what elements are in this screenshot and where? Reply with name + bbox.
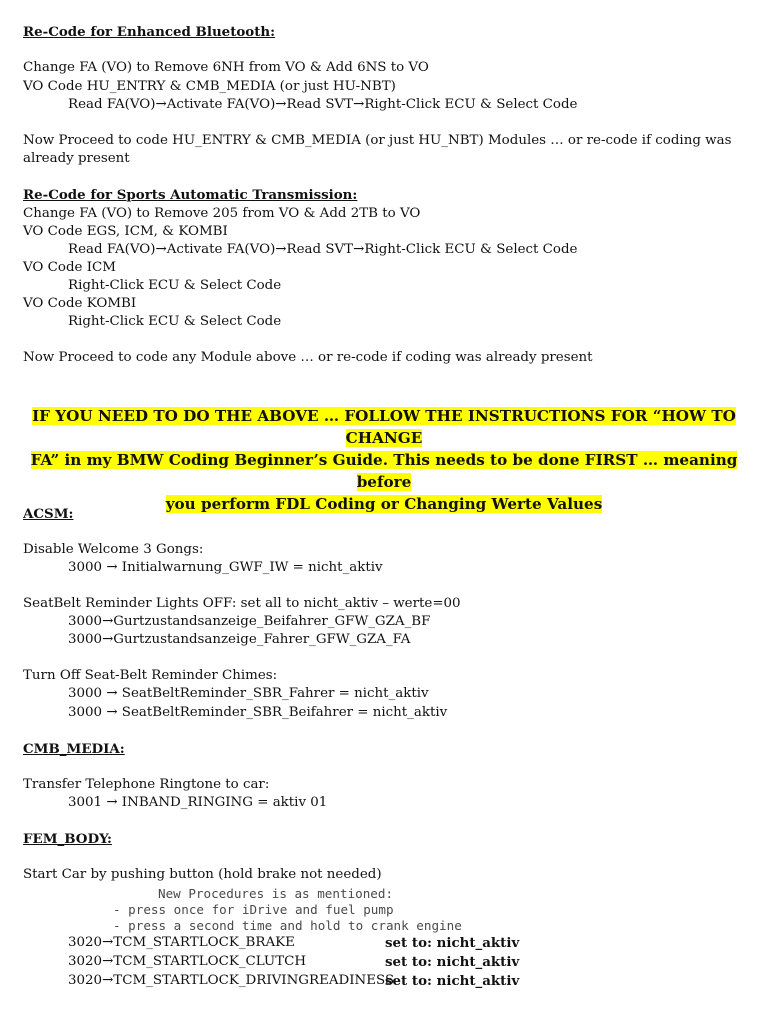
notice-line-1: IF YOU NEED TO DO THE ABOVE … FOLLOW THE INSTRUCTIONS FOR “HOW TO CHANGE	[32, 407, 736, 447]
transmission-heading: Re-Code for Sports Automatic Transmission:	[23, 187, 358, 203]
acsm-lights-title: SeatBelt Reminder Lights OFF: set all to nicht_aktiv – werte=00	[23, 596, 461, 611]
transmission-line-6: VO Code KOMBI	[23, 296, 137, 311]
fem-body-heading: FEM_BODY:	[23, 831, 112, 847]
bluetooth-heading: Re-Code for Enhanced Bluetooth:	[23, 24, 276, 40]
acsm-lights-code-1: 3000→Gurtzustandsanzeige_Beifahrer_GFW_GZA_BF	[68, 614, 431, 629]
acsm-chimes-title: Turn Off Seat-Belt Reminder Chimes:	[23, 668, 278, 683]
transmission-line-3: Read FA(VO)→Activate FA(VO)→Read SVT→Right-Click ECU & Select Code	[68, 242, 578, 257]
transmission-line-4: VO Code ICM	[23, 260, 116, 275]
bluetooth-line-1: Change FA (VO) to Remove 6NH from VO & Add 6NS to VO	[23, 60, 429, 75]
acsm-chimes-code-1: 3000 → SeatBeltReminder_SBR_Fahrer = nicht_aktiv	[68, 686, 429, 701]
fem-start-title: Start Car by pushing button (hold brake not needed)	[23, 867, 382, 882]
fem-note-line-2: - press once for iDrive and fuel pump	[113, 902, 394, 917]
transmission-line-5: Right-Click ECU & Select Code	[68, 278, 282, 293]
transmission-line-1: Change FA (VO) to Remove 205 from VO & Add 2TB to VO	[23, 206, 421, 221]
notice-line-2: FA” in my BMW Coding Beginner’s Guide. This needs to be done FIRST … meaning before	[30, 451, 738, 491]
fem-note-line-1: New Procedures is as mentioned:	[158, 886, 394, 901]
fem-code-row-3: 3020→TCM_STARTLOCK_DRIVINGREADINESS	[68, 973, 395, 988]
cmb-media-heading: CMB_MEDIA:	[23, 741, 125, 757]
transmission-line-2: VO Code EGS, ICM, & KOMBI	[23, 224, 228, 239]
acsm-gongs-code: 3000 → Initialwarnung_GWF_IW = nicht_aktiv	[68, 560, 383, 575]
fem-code-row-1-value: set to: nicht_aktiv	[385, 935, 520, 951]
acsm-heading: ACSM:	[23, 506, 74, 522]
cmb-ringtone-title: Transfer Telephone Ringtone to car:	[23, 777, 270, 792]
highlighted-notice	[20, 405, 748, 515]
acsm-chimes-code-2: 3000 → SeatBeltReminder_SBR_Beifahrer = nicht_aktiv	[68, 705, 448, 720]
transmission-line-7: Right-Click ECU & Select Code	[68, 314, 282, 329]
fem-code-row-3-value: set to: nicht_aktiv	[385, 973, 520, 989]
transmission-line-8: Now Proceed to code any Module above … or re-code if coding was already present	[23, 350, 593, 365]
bluetooth-line-4: Now Proceed to code HU_ENTRY & CMB_MEDIA (or just HU_NBT) Modules … or re-code if coding was already present	[23, 133, 732, 166]
fem-note-line-3: - press a second time and hold to crank engine	[113, 918, 462, 933]
bluetooth-line-2: VO Code HU_ENTRY & CMB_MEDIA (or just HU-NBT)	[23, 79, 396, 94]
cmb-ringtone-code: 3001 → INBAND_RINGING = aktiv 01	[68, 795, 328, 810]
acsm-lights-code-2: 3000→Gurtzustandsanzeige_Fahrer_GFW_GZA_FA	[68, 632, 411, 647]
fem-code-row-1: 3020→TCM_STARTLOCK_BRAKE	[68, 935, 295, 950]
fem-code-row-2: 3020→TCM_STARTLOCK_CLUTCH	[68, 954, 307, 969]
notice-line-3: you perform FDL Coding or Changing Werte Values	[165, 495, 603, 513]
fem-code-row-2-value: set to: nicht_aktiv	[385, 954, 520, 970]
bluetooth-line-3: Read FA(VO)→Activate FA(VO)→Read SVT→Right-Click ECU & Select Code	[68, 97, 578, 112]
acsm-gongs-title: Disable Welcome 3 Gongs:	[23, 542, 204, 557]
